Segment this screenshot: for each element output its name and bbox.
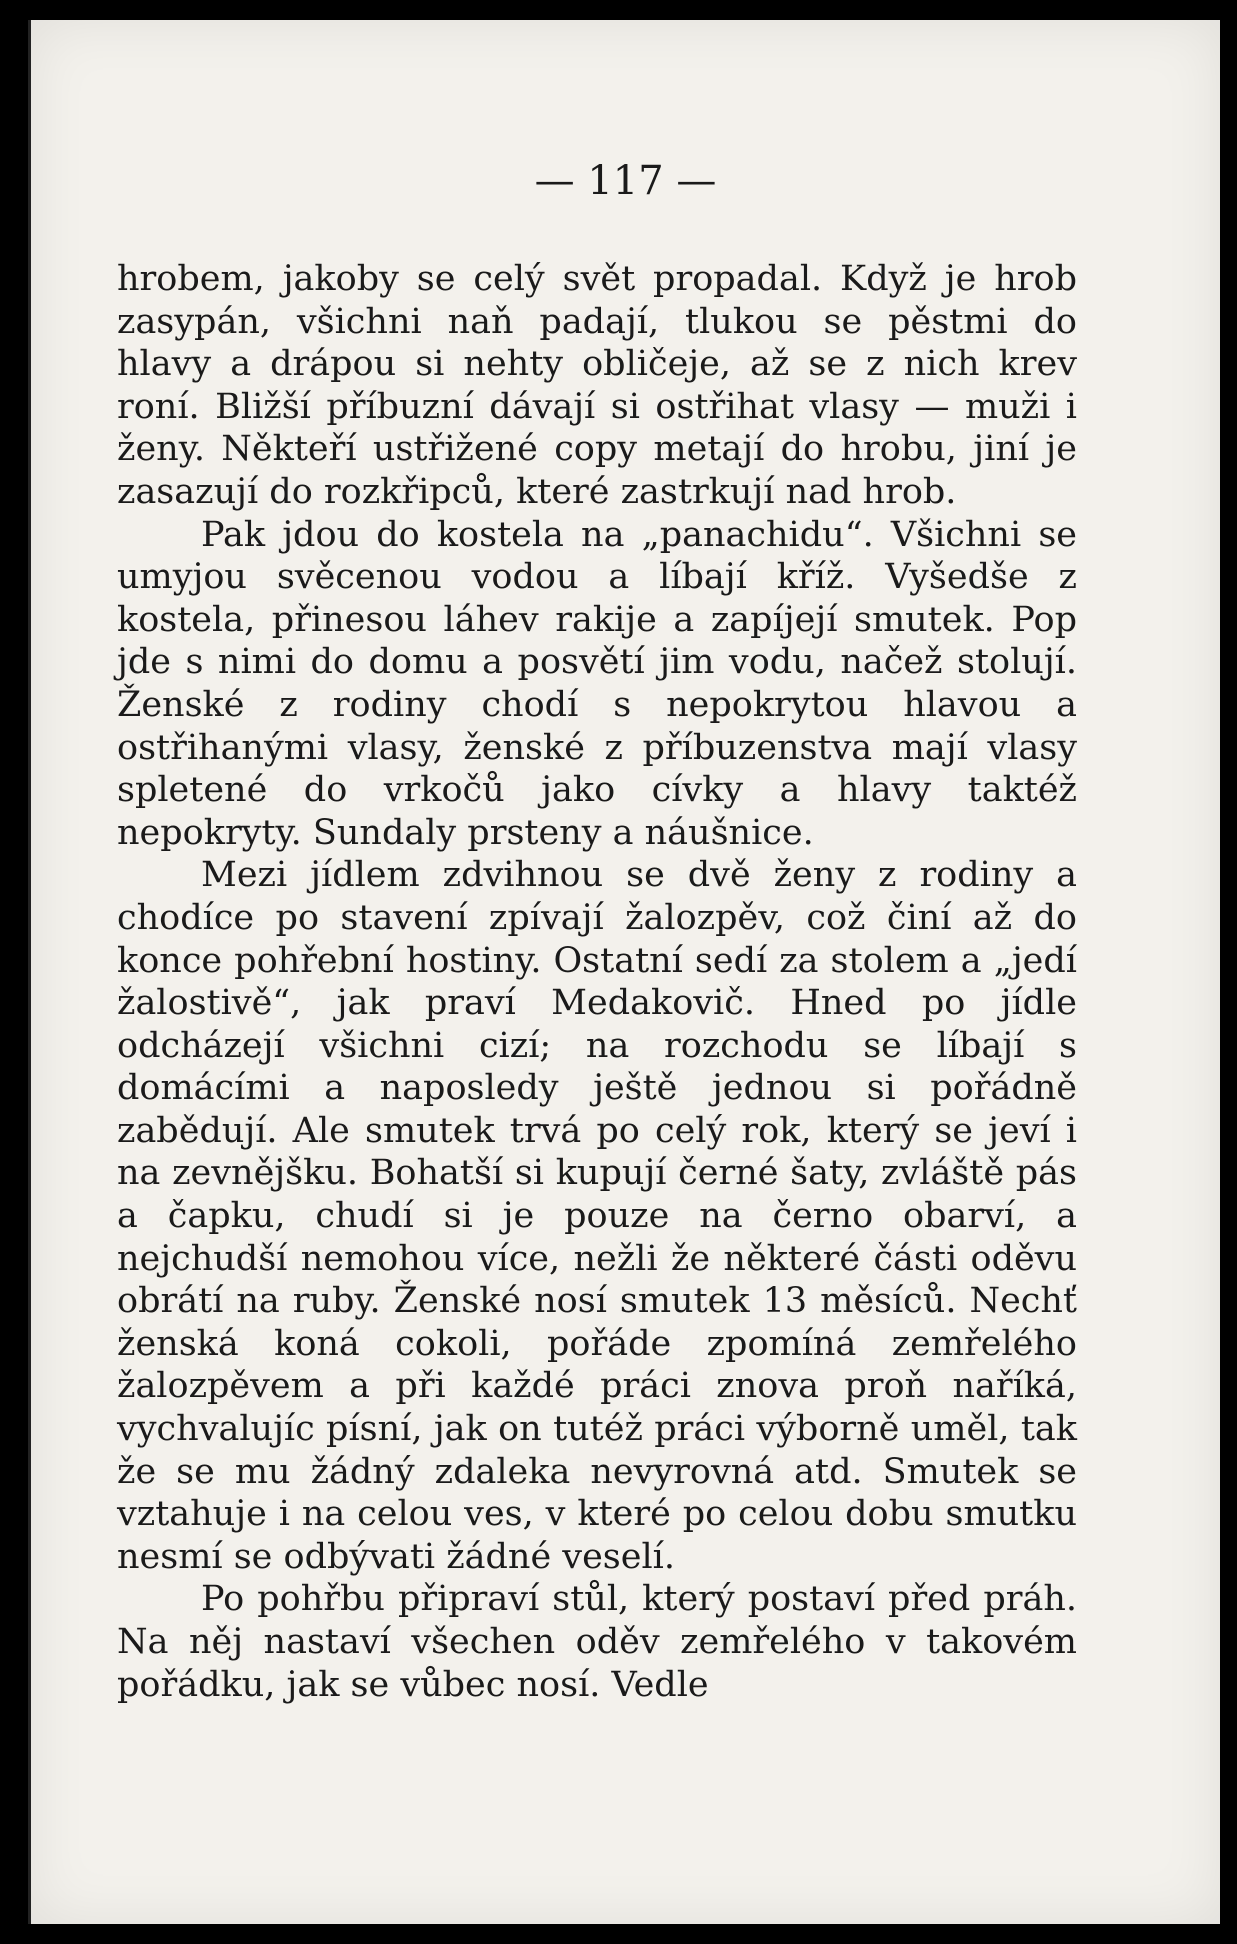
paragraph-1: hrobem, jakoby se celý svět propadal. Když je hrob zasypán, všichni naň padají, tlukou se pěstmi do hlavy a drápou si nehty obličeje, až se z nich krev roní. Bližší příbuzní dávají si ostřihat vlasy — muži i ženy. Někteří ustřižené copy metají do hrobu, jiní je zasazují do rozkřipců, které zastrkují nad hrob. — [117, 259, 1077, 512]
body-text — [117, 258, 1077, 1706]
paragraph-4: Po pohřbu připraví stůl, který postaví před práh. Na něj nastaví všechen oděv zemřelého v takovém pořádku, jak se vůbec nosí. Vedle — [117, 1579, 1077, 1705]
paragraph-3: Mezi jídlem zdvihnou se dvě ženy z rodiny a chodíce po stavení zpívají žalozpěv, což činí až do konce pohřební hostiny. Ostatní sedí za stolem a „jedí žalostivě“, jak praví Medakovič. Hned po jídle odcházejí všichni cizí; na rozchodu se líbají s domácími a naposledy ještě jednou si pořádně zabědují. Ale smutek trvá po celý rok, který se jeví i na zevnějšku. Bohatší si kupují černé šaty, zvláště pás a čapku, chudí si je pouze na černo obarví, a nejchudší nemohou více, nežli že některé části oděvu obrátí na ruby. Ženské nosí smutek 13 měsíců. Nechť ženská koná cokoli, pořáde zpomíná zemřelého žalozpěvem a při každé práci znova proň naříká, vychvalujíc písní, jak on tutéž práci výborně uměl, tak že se mu žádný zdaleka nevyrovná atd. Smutek se vztahuje i na celou ves, v které po celou dobu smutku nesmí se odbývati žádné veselí. — [117, 855, 1077, 1577]
paragraph-2: Pak jdou do kostela na „panachidu“. Všichni se umyjou svěcenou vodou a líbají kříž. Vyšedše z kostela, přinesou láhev rakije a zapíjejí smutek. Pop jde s nimi do domu a posvětí jim vodu, načež stolují. Ženské z rodiny chodí s nepokrytou hlavou a ostřihanými vlasy, ženské z příbuzenstva mají vlasy spletené do vrkočů jako cívky a hlavy taktéž nepokryty. Sundaly prsteny a náušnice. — [117, 514, 1077, 853]
book-page — [28, 20, 1220, 1924]
page-number: — 117 — — [534, 158, 717, 204]
